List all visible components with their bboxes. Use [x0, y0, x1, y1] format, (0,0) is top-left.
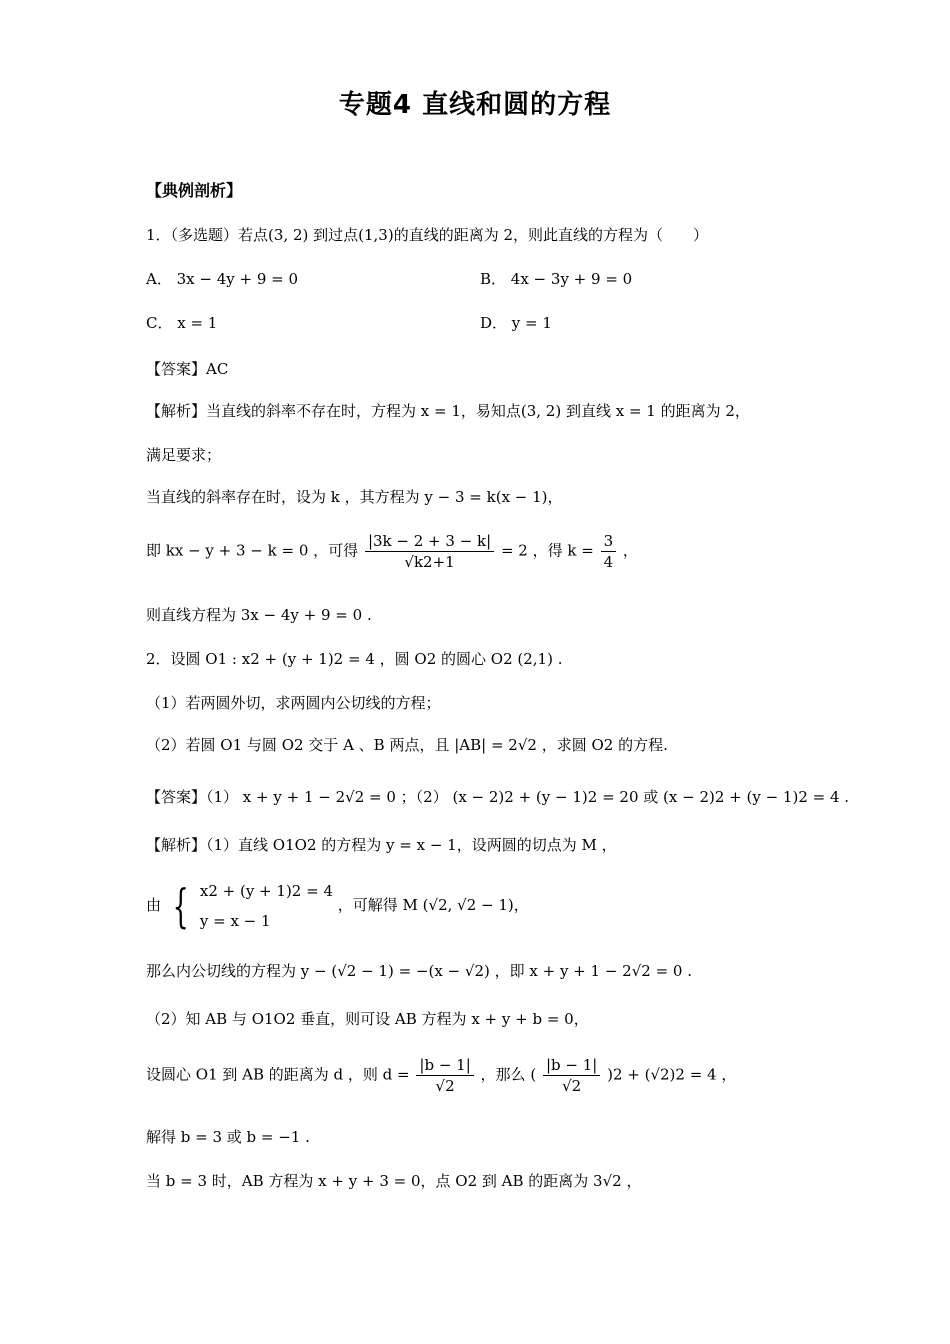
q2-d-numerator-repeat: |b − 1|	[543, 1056, 600, 1076]
q2-d-denominator: √2	[435, 1077, 455, 1095]
section-heading: 【典例剖析】	[146, 181, 243, 200]
q2-solution-line-7: 当 b = 3 时，AB 方程为 x + y + 3 = 0，点 O2 到 AB 的距离为 3√2 ，	[146, 1172, 642, 1190]
q1-k-denominator: 4	[603, 553, 614, 571]
q2-equation-system	[200, 876, 333, 936]
q2-solution-line-4: （2）知 AB 与 O1O2 垂直，则可设 AB 方程为 x + y + b = 0，	[146, 1010, 589, 1028]
q2-solution-line-3: 那么内公切线的方程为 y − (√2 − 1) = −(x − √2) ，即 x + y + 1 − 2√2 = 0 .	[146, 962, 692, 980]
q1-option-c: C． x = 1	[146, 314, 218, 332]
q2-sol5-text-b: ，那么 (	[480, 1065, 537, 1084]
q2-sol5-text-a: 设圆心 O1 到 AB 的距离为 d ，则 d =	[146, 1065, 410, 1084]
q1-stem: 1．（多选题）若点(3, 2) 到过点(1,3)的直线的距离为 2，则此直线的方程为（ ）	[146, 226, 709, 244]
q1-solution-line-4	[146, 532, 638, 571]
q2-system-prefix: 由	[146, 896, 162, 914]
q1-k-numerator: 3	[601, 532, 617, 552]
q2-d-numerator: |b − 1|	[416, 1056, 473, 1076]
q1-sol4-text-a: 即 kx − y + 3 − k = 0 ，可得	[146, 541, 359, 560]
q1-option-a: A． 3x − 4y + 9 = 0	[146, 270, 299, 288]
q2-equation-system-line	[146, 876, 529, 936]
q1-answer: 【答案】AC	[146, 360, 229, 378]
q1-fraction-numerator: |3k − 2 + 3 − k|	[365, 532, 494, 552]
q2-system-eq-1: x2 + (y + 1)2 = 4	[199, 882, 333, 900]
q1-distance-fraction	[365, 532, 494, 571]
q2-answer: 【答案】（1） x + y + 1 − 2√2 = 0 ；（2） (x − 2)2 + (y − 1)2 = 20 或 (x − 2)2 + (y − 1)2 = 4 .	[146, 788, 850, 806]
q2-solution-line-1: 【解析】（1）直线 O1O2 的方程为 y = x − 1，设两圆的切点为 M ，	[146, 836, 617, 854]
q1-solution-line-2: 满足要求；	[146, 446, 222, 464]
left-brace-icon: {	[172, 879, 189, 933]
q2-part-2: （2）若圆 O1 与圆 O2 交于 A 、B 两点，且 |AB| = 2√2 ，求圆 O2 的方程.	[146, 736, 668, 754]
q1-k-fraction	[601, 532, 617, 571]
q2-system-suffix: ，可解得 M (√2, √2 − 1)，	[337, 896, 529, 914]
q2-system-eq-2: y = x − 1	[199, 912, 271, 930]
q1-option-b: B． 4x − 3y + 9 = 0	[480, 270, 633, 288]
q1-option-d: D． y = 1	[480, 314, 552, 332]
q1-fraction-denominator: √k2+1	[404, 553, 455, 571]
page-title: 专题4 直线和圆的方程	[338, 90, 612, 120]
q1-solution-line-3: 当直线的斜率存在时，设为 k ，其方程为 y − 3 = k(x − 1)，	[146, 488, 563, 506]
q2-stem: 2．设圆 O1 : x2 + (y + 1)2 = 4 ，圆 O2 的圆心 O2 (2,1) .	[146, 650, 563, 668]
q2-solution-line-6: 解得 b = 3 或 b = −1 .	[146, 1128, 310, 1146]
q1-solution-line-1: 【解析】当直线的斜率不存在时，方程为 x = 1，易知点(3, 2) 到直线 x = 1 的距离为 2，	[146, 402, 750, 420]
q1-sol4-text-b: = 2 ，得 k =	[500, 541, 594, 560]
q2-d-fraction-repeat	[543, 1056, 600, 1095]
q2-d-fraction	[416, 1056, 473, 1095]
q2-part-1: （1）若两圆外切，求两圆内公切线的方程；	[146, 694, 441, 712]
q2-sol5-text-c: )2 + (√2)2 = 4 ，	[607, 1065, 737, 1084]
q1-sol4-text-c: ，	[622, 541, 638, 560]
q2-solution-line-5	[146, 1056, 736, 1095]
q1-solution-line-5: 则直线方程为 3x − 4y + 9 = 0 .	[146, 606, 372, 624]
q2-d-denominator-repeat: √2	[562, 1077, 582, 1095]
